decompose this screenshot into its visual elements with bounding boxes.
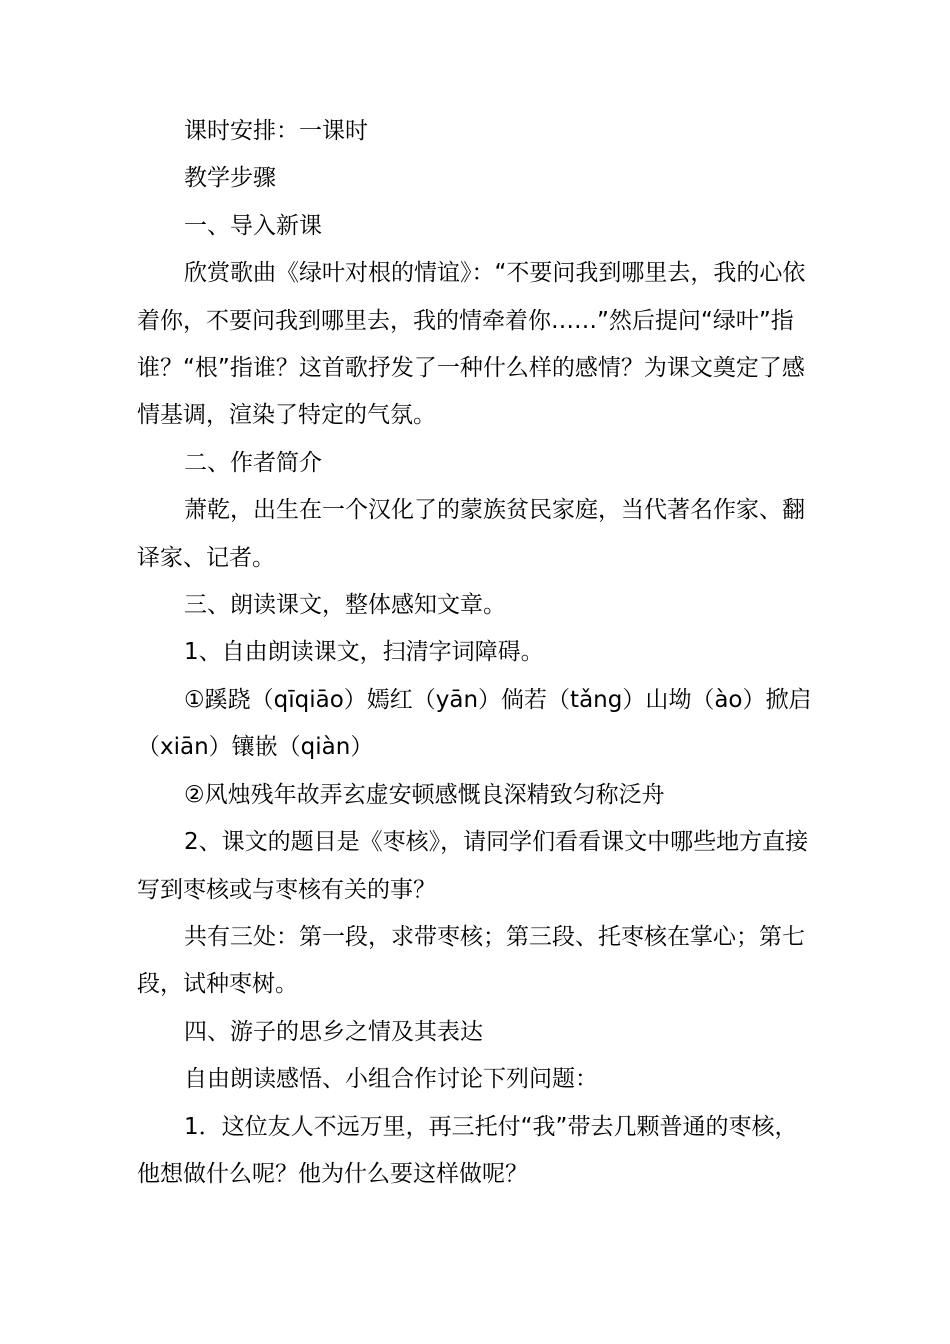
- section-heading-reading: 三、朗读课文，整体感知文章。: [184, 592, 506, 619]
- intro-paragraph: 欣赏歌曲《绿叶对根的情谊》：“不要问我到哪里去，我的心依着你，不要问我到哪里去，我的情牵着你……”然后提问“绿叶”指谁？“根”指谁？这首歌抒发了一种什么样的感情？为课文奠定了感情基调，渲染了特定的气氛。: [137, 260, 806, 429]
- section-heading-homesickness: 四、游子的思乡之情及其表达: [184, 1018, 483, 1045]
- vocabulary-pinyin-list: ①蹊跷（qīqiāo）嫣红（yān）倘若（tǎng）山坳（ào）掀启（xiān）镶嵌（qiàn）: [137, 686, 812, 761]
- teaching-steps-heading: 教学步骤: [184, 165, 276, 192]
- document-body: [137, 108, 817, 1198]
- discussion-instruction: 自由朗读感悟、小组合作讨论下列问题：: [184, 1066, 598, 1093]
- reading-step-2: 2、课文的题目是《枣核》，请同学们看看课文中哪些地方直接写到枣核或与枣核有关的事？: [137, 829, 809, 903]
- section-heading-intro: 一、导入新课: [184, 212, 322, 239]
- reading-step-1: 1、自由朗读课文，扫清字词障碍。: [184, 639, 544, 666]
- section-heading-author: 二、作者简介: [184, 449, 322, 476]
- class-hours-line: 课时安排：一课时: [184, 118, 368, 144]
- reading-step-2-answer: 共有三处：第一段，求带枣核；第三段、托枣核在掌心；第七段，试种枣树。: [137, 923, 805, 998]
- vocabulary-word-list: ②风烛残年故弄玄虚安顿感慨良深精致匀称泛舟: [184, 781, 665, 808]
- discussion-question-1: 1．这位友人不远万里，再三托付“我”带去几颗普通的枣核，他想做什么呢？他为什么要这样做呢？: [137, 1113, 798, 1187]
- author-paragraph: 萧乾，出生在一个汉化了的蒙族贫民家庭，当代著名作家、翻译家、记者。: [137, 497, 805, 571]
